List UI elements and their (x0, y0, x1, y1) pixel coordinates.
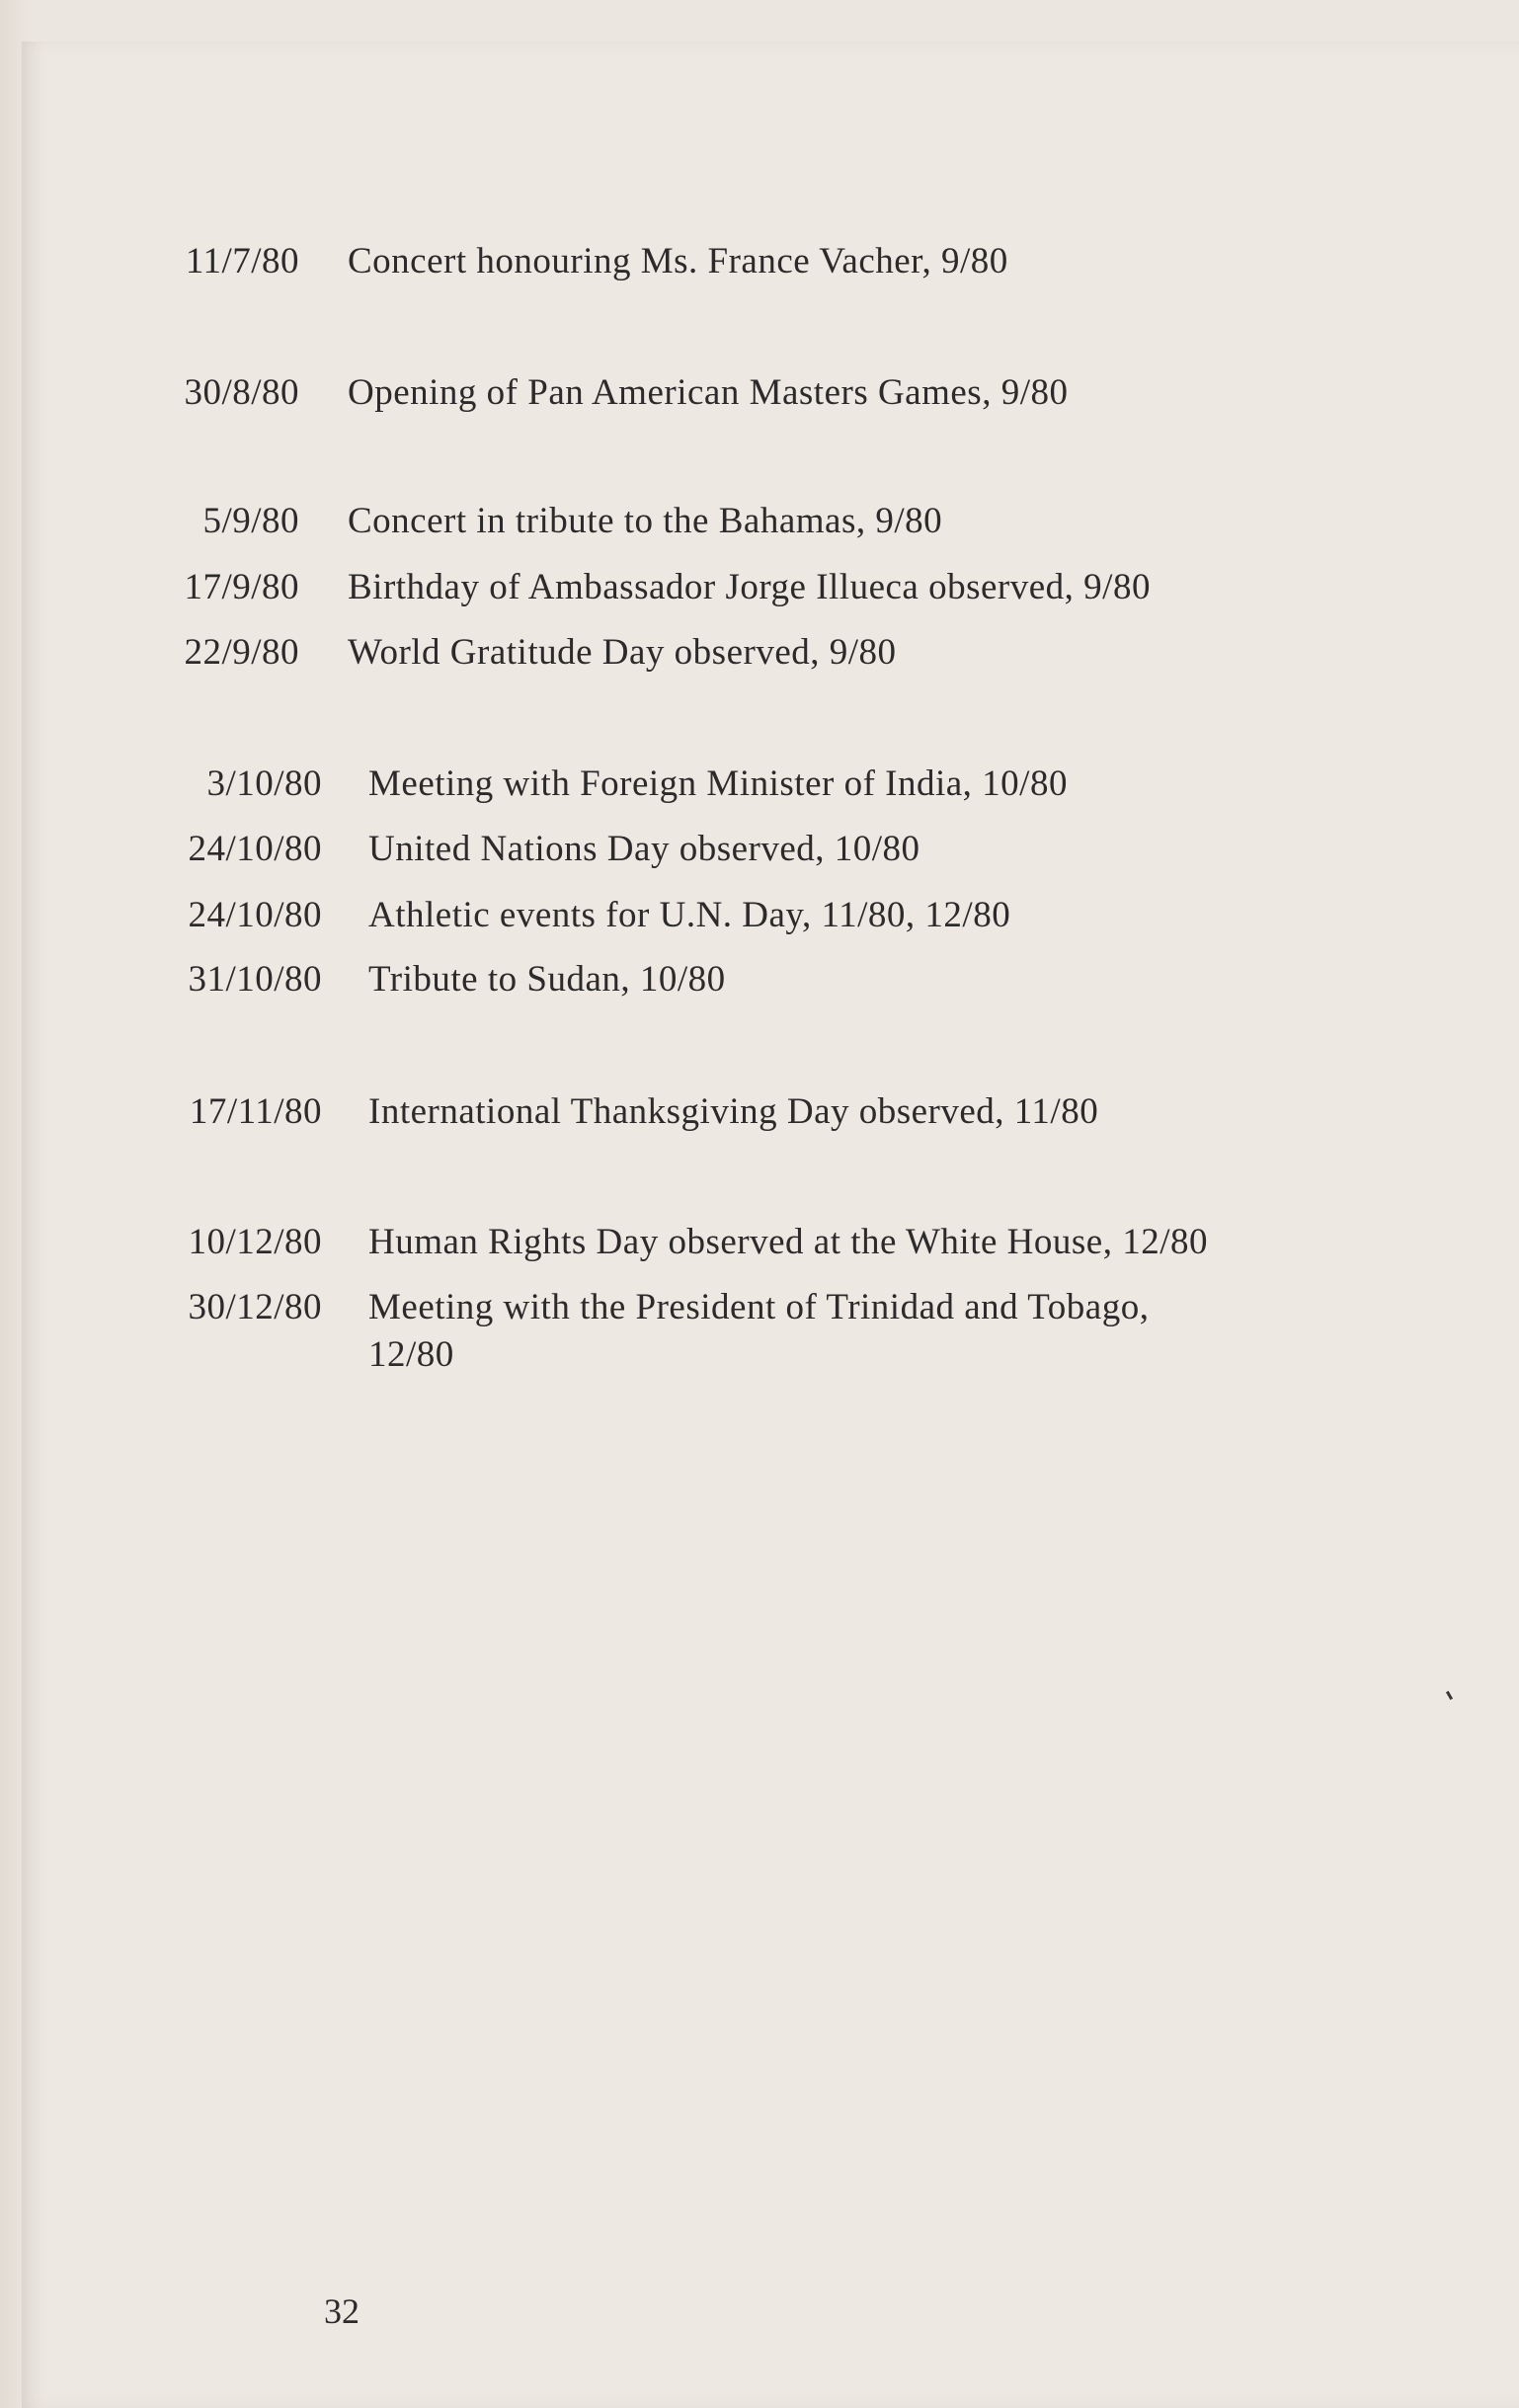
entry-date: 24/10/80 (188, 829, 322, 869)
entry-date: 11/7/80 (185, 241, 299, 281)
entry-date: 31/10/80 (188, 959, 322, 1000)
entry-description: Meeting with the President of Trinidad and Tobago, (368, 1287, 1150, 1327)
entry-description: United Nations Day observed, 10/80 (368, 829, 920, 869)
page-number: 32 (324, 2291, 360, 2331)
entry-description: International Thanksgiving Day observed, 11/80 (368, 1091, 1099, 1132)
entry-description: Concert in tribute to the Bahamas, 9/80 (348, 501, 943, 541)
entry-date: 24/10/80 (188, 895, 322, 935)
entry-description: Birthday of Ambassador Jorge Illueca observed, 9/80 (348, 567, 1151, 607)
entry-date: 30/12/80 (188, 1287, 322, 1327)
entry-description: World Gratitude Day observed, 9/80 (348, 632, 897, 673)
entry-date: 22/9/80 (184, 632, 299, 673)
entry-description: Tribute to Sudan, 10/80 (368, 959, 726, 1000)
entry-date: 3/10/80 (206, 763, 322, 804)
entry-date: 17/11/80 (189, 1091, 322, 1132)
entry-date: 5/9/80 (202, 501, 299, 541)
entry-date: 30/8/80 (184, 372, 299, 413)
entry-date: 10/12/80 (188, 1222, 322, 1262)
entry-description: Human Rights Day observed at the White House, 12/80 (368, 1222, 1208, 1262)
entry-date: 17/9/80 (184, 567, 299, 607)
entry-description: Meeting with Foreign Minister of India, 10/80 (368, 763, 1068, 804)
entry-description: Opening of Pan American Masters Games, 9/80 (348, 372, 1069, 413)
entry-description: Athletic events for U.N. Day, 11/80, 12/80 (368, 895, 1011, 935)
entry-description-continuation: 12/80 (368, 1334, 454, 1375)
entry-description: Concert honouring Ms. France Vacher, 9/80 (348, 241, 1008, 281)
